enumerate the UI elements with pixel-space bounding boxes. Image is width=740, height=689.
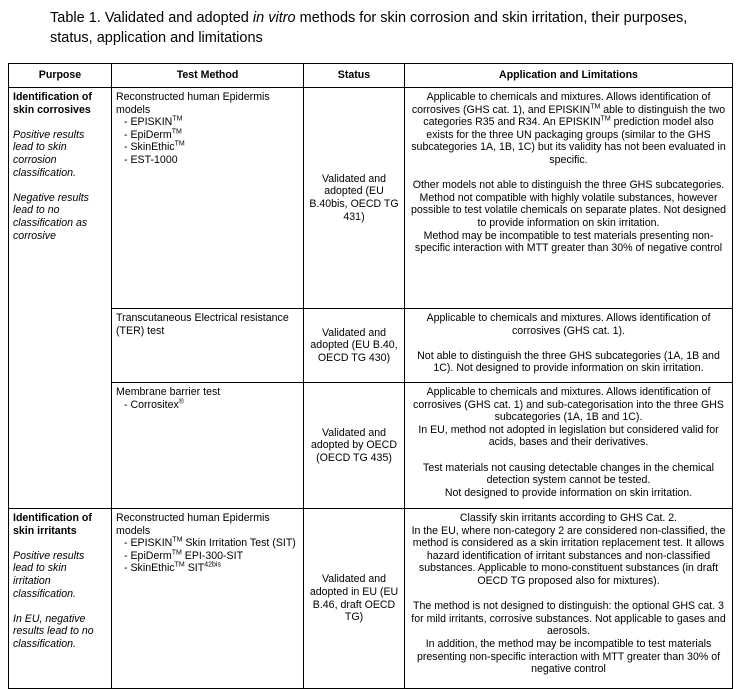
list-item: - EpiDerm™ EPI-300-SIT (116, 550, 299, 563)
application-paragraph: Not able to distinguish the three GHS subcategories (1A, 1B and 1C). Not designed to provide information on skin irritation. (417, 349, 720, 375)
table-caption (50, 8, 710, 48)
method-cell (112, 88, 304, 309)
method-title: Membrane barrier test (116, 386, 221, 398)
purpose-note: Positive results lead to skin irritation classification. (13, 549, 85, 600)
status-cell: Validated and adopted by OECD (OECD TG 435) (304, 383, 405, 509)
method-list (116, 399, 299, 412)
application-paragraph: Applicable to chemicals and mixtures. Allows identification of corrosives (GHS cat. 1) and sub-categorisation into the three GHS subcategories (1A, 1B and 1C). In EU, method not adopted in legislation but considered valid for acids, bases and their derivatives. (413, 386, 724, 449)
purpose-title: Identification of skin irritants (13, 512, 92, 537)
method-title: Reconstructed human Epidermis models (116, 512, 270, 537)
caption-italic: in vitro (252, 10, 296, 26)
header-application: Application and Limitations (405, 64, 733, 88)
header-purpose: Purpose (9, 64, 112, 88)
table-row (9, 509, 733, 689)
header-test-method: Test Method (112, 64, 304, 88)
application-paragraph: The method is not designed to distinguish: the optional GHS cat. 3 for mild irritants, corrosive substances. Not applicable to gases and aerosols. In addition, the method may be incompatible to test materials presenting non-specific interaction with MTT greater than 30% of negative control (411, 600, 726, 676)
application-cell (405, 383, 733, 509)
header-status: Status (304, 64, 405, 88)
method-cell (112, 309, 304, 383)
purpose-note: Negative results lead to no classification as corrosive (13, 191, 89, 242)
list-item: - EpiDerm™ (116, 129, 299, 142)
list-item: - SkinEthic™ $SIT^{42bis}$ (116, 562, 299, 575)
method-cell (112, 509, 304, 689)
application-paragraph: Applicable to chemicals and mixtures. Allows identification of corrosives (GHS cat. 1), and EPISKIN™ able to distinguish the two categories R35 and R34. An EPISKIN™ prediction model also exists for the three UN packaging groups (similar to the GHS subcategories 1A, 1B, 1C) but its validity has not been evaluated in specific. (411, 91, 726, 166)
table-row (9, 383, 733, 509)
method-title: Reconstructed human Epidermis models (116, 91, 270, 116)
purpose-cell-irritation (9, 509, 112, 689)
purpose-note: Positive results lead to skin corrosion classification. (13, 128, 85, 179)
table-row (9, 309, 733, 383)
list-item: - EPISKIN™ (116, 116, 299, 129)
method-list (116, 537, 299, 575)
application-paragraph: Other models not able to distinguish the three GHS subcategories. Method not compatible with highly volatile substances, however possible to test volatile chemicals on separate plates. Not designed to provide information on skin irritation. Method may be incompatible to test materials presenting non-specific interaction with MTT greater than 30% of negative control (410, 179, 727, 255)
application-paragraph: Test materials not causing detectable changes in the chemical detection system cannot be tested. Not designed to provide information on skin irritation. (423, 461, 714, 499)
caption-prefix: Table 1. Validated and adopted (50, 10, 253, 26)
methods-table (8, 63, 733, 689)
application-paragraph: Classify skin irritants according to GHS Cat. 2. In the EU, where non-category 2 are considered non-classified, the method is considered as a skin irritation replacement test. It allows hazard identification of irritant substances and non-classified substances. Applicable to mono-constituent substances (in draft OECD TG proposed also for mixtures). (411, 512, 726, 587)
status-cell: Validated and adopted (EU B.40, OECD TG 430) (304, 309, 405, 383)
purpose-title: Identification of skin corrosives (13, 91, 92, 116)
application-cell (405, 509, 733, 689)
list-item: - EPISKIN™ Skin Irritation Test (SIT) (116, 537, 299, 550)
status-cell: Validated and adopted (EU B.40bis, OECD TG 431) (304, 88, 405, 309)
caption-suffix: methods for skin corrosion and skin irritation, their purposes, status, application and limitations (50, 10, 688, 46)
method-cell (112, 383, 304, 509)
method-title: Transcutaneous Electrical resistance (TER) test (116, 312, 289, 337)
list-item: - EST-1000 (116, 154, 299, 167)
list-item: - SkinEthic™ (116, 141, 299, 154)
purpose-cell-corrosion (9, 88, 112, 509)
application-cell (405, 309, 733, 383)
application-cell (405, 88, 733, 309)
status-cell: Validated and adopted in EU (EU B.46, draft OECD TG) (304, 509, 405, 689)
application-paragraph: Applicable to chemicals and mixtures. Allows identification of corrosives (GHS cat. 1). (426, 312, 711, 337)
method-list (116, 116, 299, 166)
table-row (9, 88, 733, 309)
purpose-note: In EU, negative results lead to no classification. (13, 612, 94, 650)
list-item: - Corrositex® (116, 399, 299, 412)
header-row (9, 64, 733, 88)
